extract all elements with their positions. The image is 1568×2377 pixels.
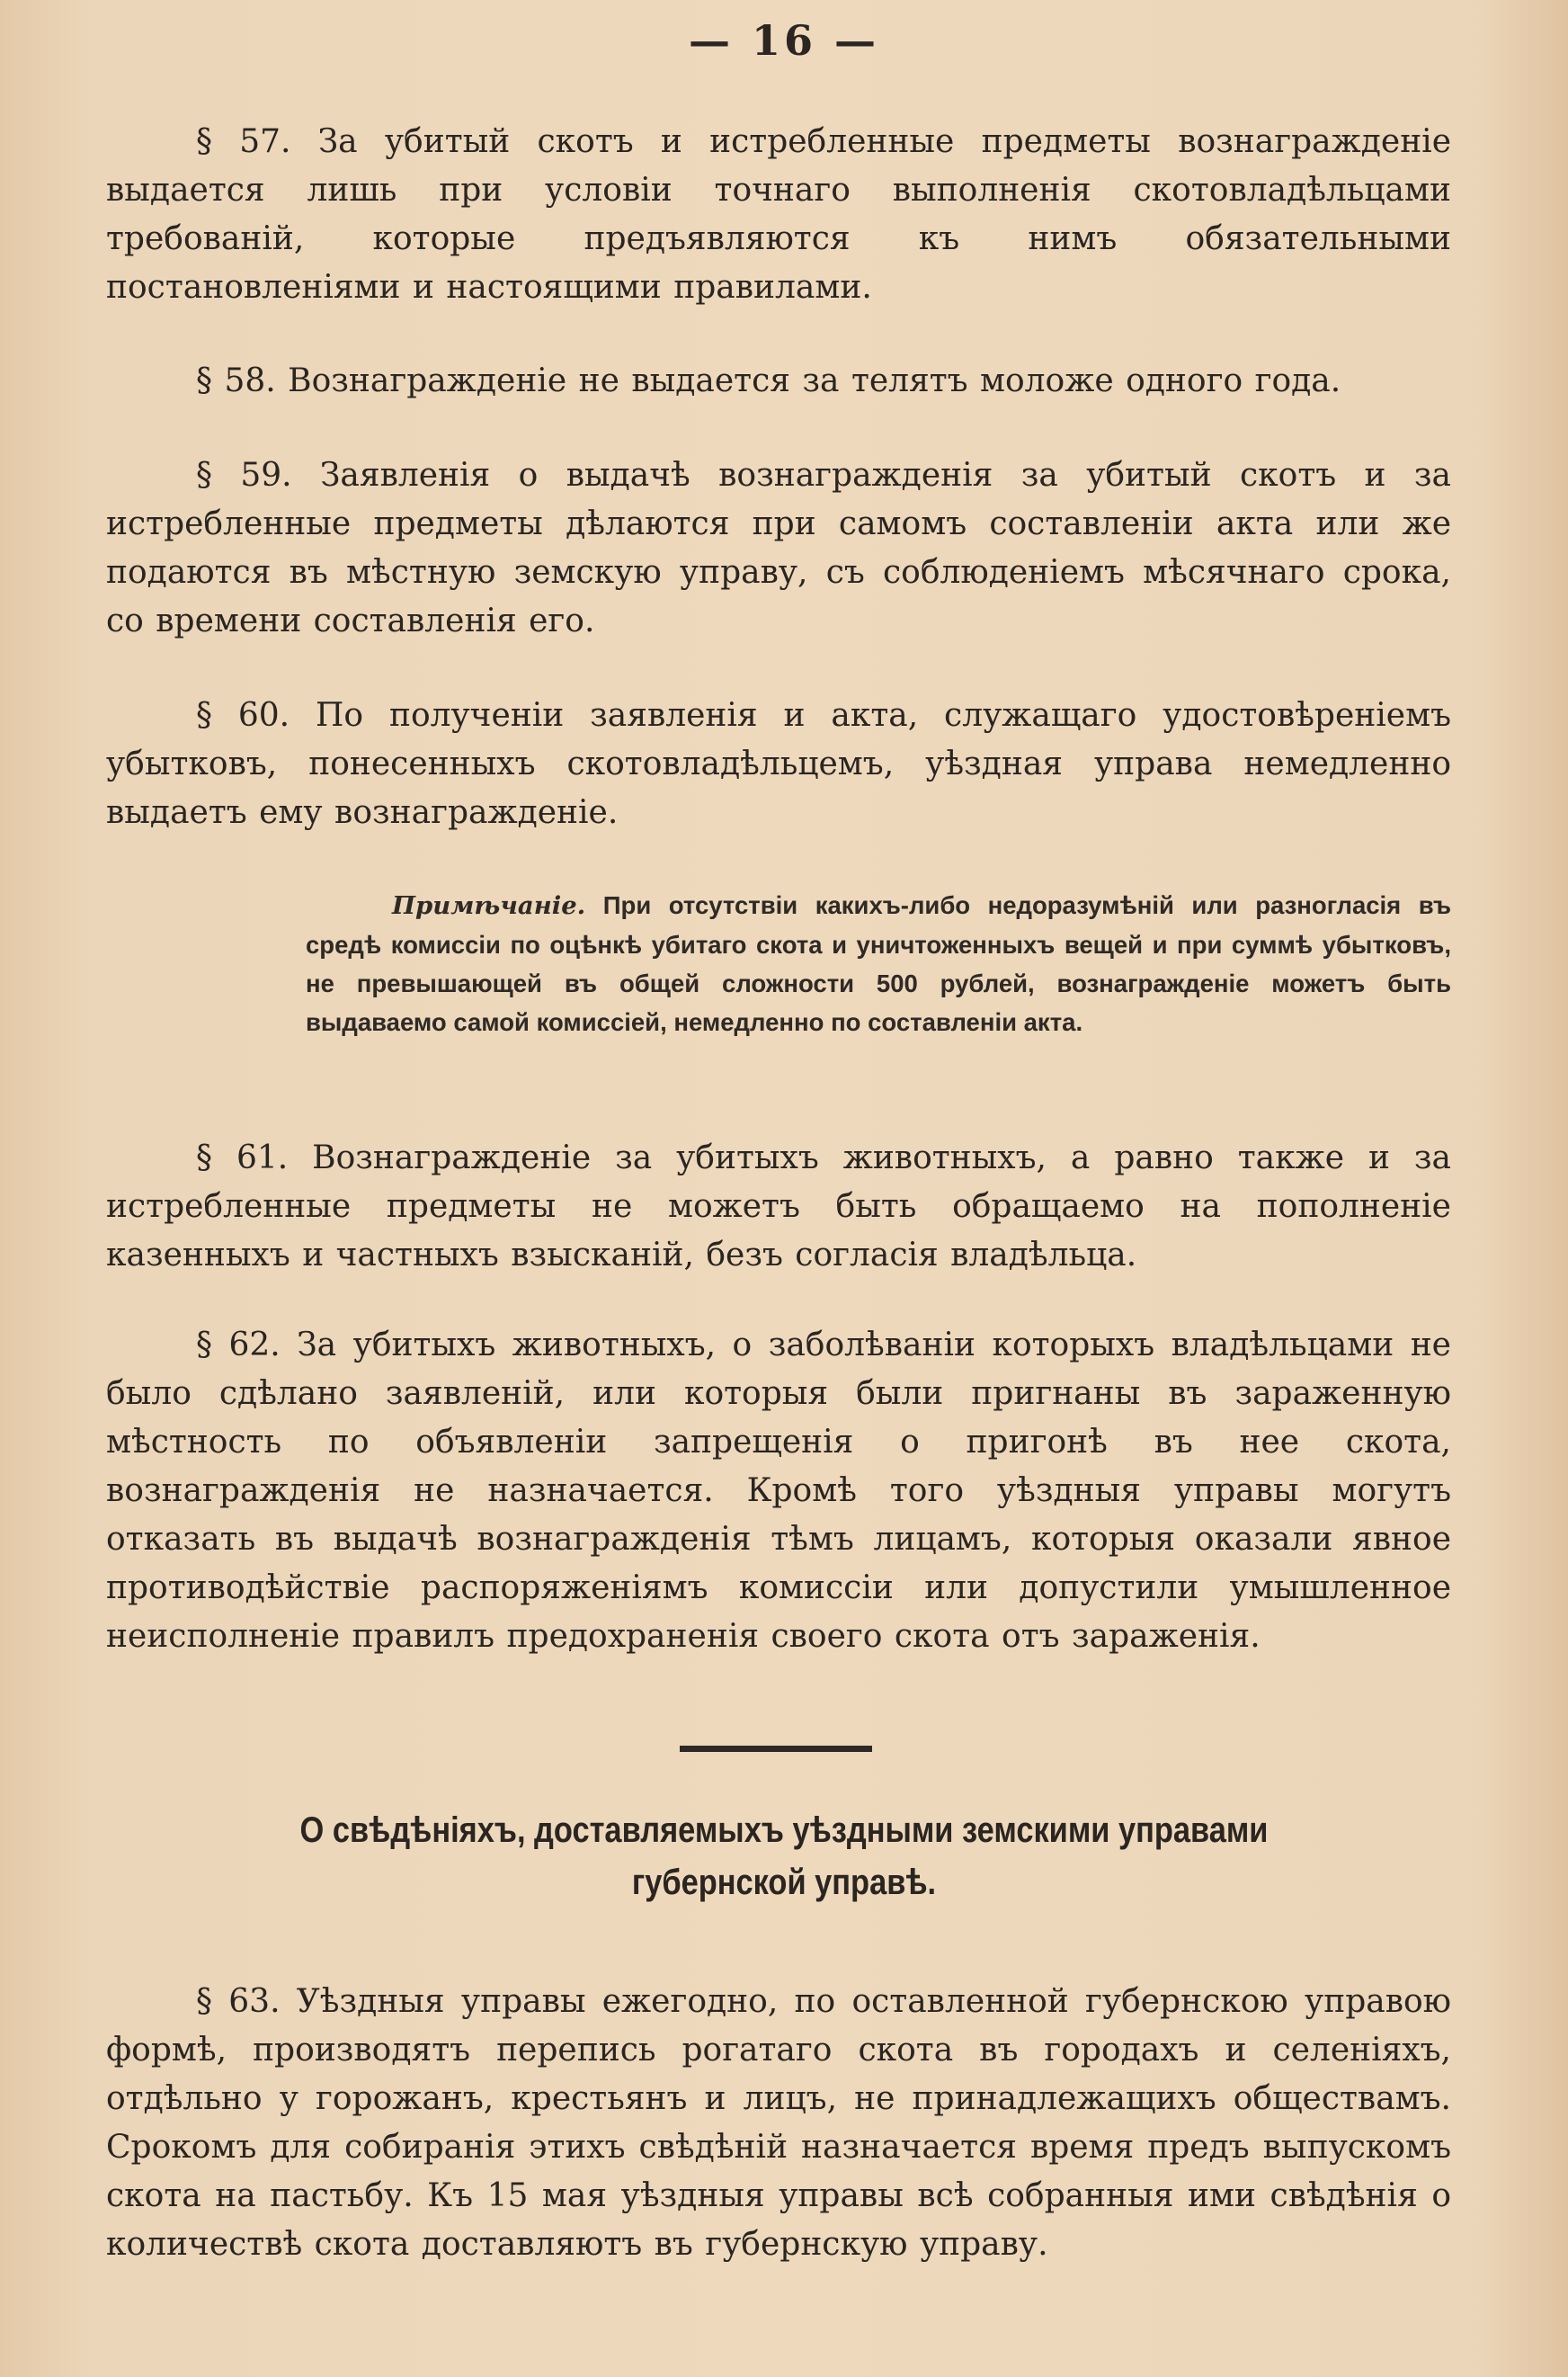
page-number: — 16 — [688,16,880,65]
paragraph-62: § 62. За убитыхъ животныхъ, о заболѣваніи которыхъ владѣльцами не было сдѣлано заявленій, или которыя были пригнаны въ зараженную мѣстность по объявленіи запрещенія о пригонѣ въ нее скота, вознагражденія не назначается. Кромѣ того уѣздныя управы могутъ отказать въ выдачѣ вознагражденія тѣмъ лицамъ, которыя оказали явное противодѣйствіе распоряженіямъ комиссіи или допустили умышленное неисполненіе правилъ предохраненія своего скота отъ зараженія. [106,1327,1451,1655]
section-heading: О свѣдѣніяхъ, доставляемыхъ уѣздными земскими управами губернской управѣ. [299,1810,1269,1902]
paragraph-57: § 57. За убитый скотъ и истребленные предметы вознагражденіе выдается лишь при условіи точнаго выполненія скотовладѣльцами требованій, которые предъявляются къ нимъ обязательными постановленіями и настоящими правилами. [106,123,1451,306]
paragraph-61: § 61. Вознагражденіе за убитыхъ животныхъ, а равно также и за истребленные предметы не можетъ быть обращаемо на пополненіе казенныхъ и частныхъ взысканій, безъ согласія владѣльца. [106,1139,1451,1273]
paragraph-63: § 63. Уѣздныя управы ежегодно, по оставленной губернскою управою формѣ, производятъ перепись рогатаго скота въ городахъ и селеніяхъ, отдѣльно у горожанъ, крестьянъ и лицъ, не принадлежащихъ обществамъ. Срокомъ для собиранія этихъ свѣдѣній назначается время предъ выпускомъ скота на пастьбу. Къ 15 мая уѣздныя управы всѣ собранныя ими свѣдѣнія о количествѣ скота доставляютъ въ губернскую управу. [106,1983,1451,2263]
section-divider [680,1746,872,1752]
paragraph-60: § 60. По полученіи заявленія и акта, служащаго удостовѣреніемъ убытковъ, понесенныхъ скотовладѣльцемъ, уѣздная управа немедленно выдаетъ ему вознагражденіе. [106,697,1451,831]
note-label: Примѣчаніе. [392,891,586,920]
note-text: При отсутствіи какихъ-либо недоразумѣній или разногласія въ средѣ комиссіи по оцѣнкѣ убитаго скота и уничтоженныхъ вещей и при суммѣ убытковъ, не превышающей въ общей сложности 500 рублей, вознагражденіе можетъ быть выдаваемо самой комиссіей, немедленно по составленіи акта. [306,891,1452,1036]
paragraph-58: § 58. Вознагражденіе не выдается за телятъ моложе одного года. [196,362,1341,399]
note-block [306,886,1451,1041]
paragraph-59: § 59. Заявленія о выдачѣ вознагражденія за убитый скотъ и за истребленные предметы дѣлаются при самомъ составленіи акта или же подаются въ мѣстную земскую управу, съ соблюденіемъ мѣсячнаго срока, со времени составленія его. [106,457,1451,639]
